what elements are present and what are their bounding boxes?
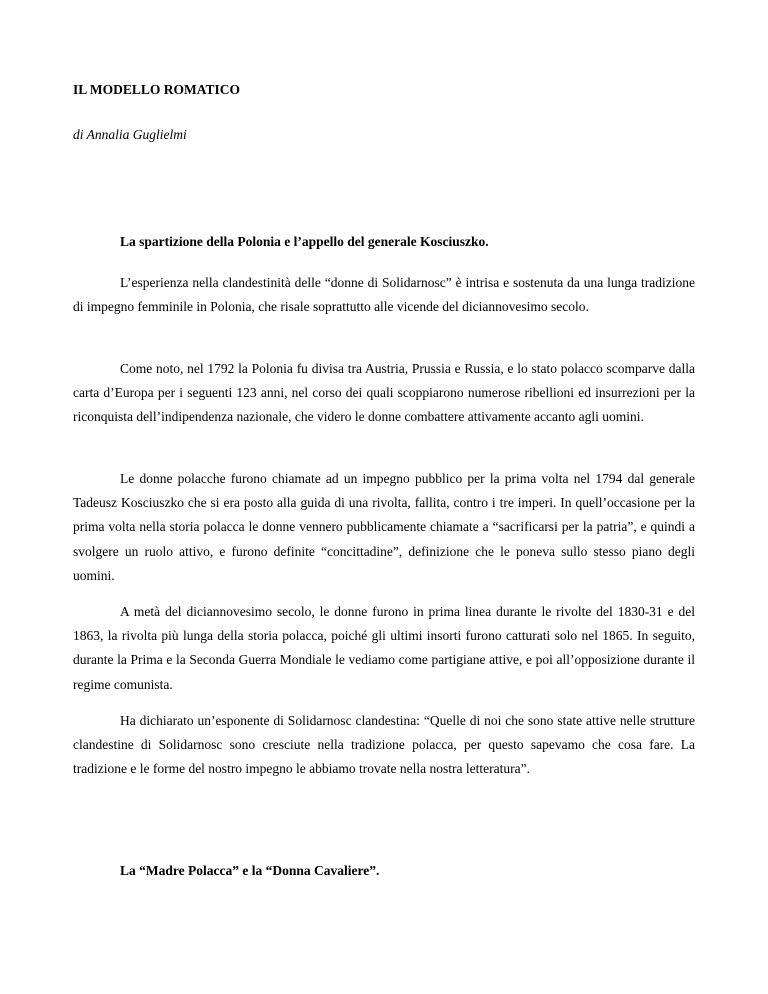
paragraph: L’esperienza nella clandestinità delle “donne di Solidarnosc” è intrisa e sostenuta da una lunga tradizione di impegno femminile in Polonia, che risale soprattutto alle vicende del diciannovesimo secolo. xyxy=(73,275,695,315)
paragraph: Le donne polacche furono chiamate ad un impegno pubblico per la prima volta nel 1794 dal generale Tadeusz Kosciuszko che si era posto alla guida di una rivolta, fallita, contro i tre imperi. In quell’occasione per la prima volta nella storia polacca le donne vennero pubblicamente chiamate a “sacrificarsi per la patria”, e quindi a svolgere un ruolo attivo, e furono definite “concittadine”, definizione che le poneva sullo stesso piano degli uomini. xyxy=(73,471,695,583)
document-title: IL MODELLO ROMATICO xyxy=(73,82,241,97)
section-heading-1: La spartizione della Polonia e l’appello del generale Kosciuszko. xyxy=(120,234,489,249)
document-author: di Annalia Guglielmi xyxy=(73,127,187,142)
paragraph: Come noto, nel 1792 la Polonia fu divisa tra Austria, Prussia e Russia, e lo stato polacco scomparve dalla carta d’Europa per i seguenti 123 anni, nel corso dei quali scoppiarono numerose ribellioni ed insurrezioni per la riconquista dell’indipendenza nazionale, che videro le donne combattere attivamente accanto agli uomini. xyxy=(73,361,695,425)
paragraph: A metà del diciannovesimo secolo, le donne furono in prima linea durante le rivolte del 1830-31 e del 1863, la rivolta più lunga della storia polacca, poiché gli ultimi insorti furono catturati solo nel 1865. In seguito, durante la Prima e la Seconda Guerra Mondiale le vediamo come partigiane attive, e poi all’opposizione durante il regime comunista. xyxy=(73,604,695,692)
section-heading-2: La “Madre Polacca” e la “Donna Cavaliere”. xyxy=(120,863,380,878)
paragraph: Ha dichiarato un’esponente di Solidarnosc clandestina: “Quelle di noi che sono state attive nelle strutture clandestine di Solidarnosc sono cresciute nella tradizione polacca, per questo sapevamo che cosa fare. La tradizione e le forme del nostro impegno le abbiamo trovate nella nostra letteratura”. xyxy=(73,713,695,777)
